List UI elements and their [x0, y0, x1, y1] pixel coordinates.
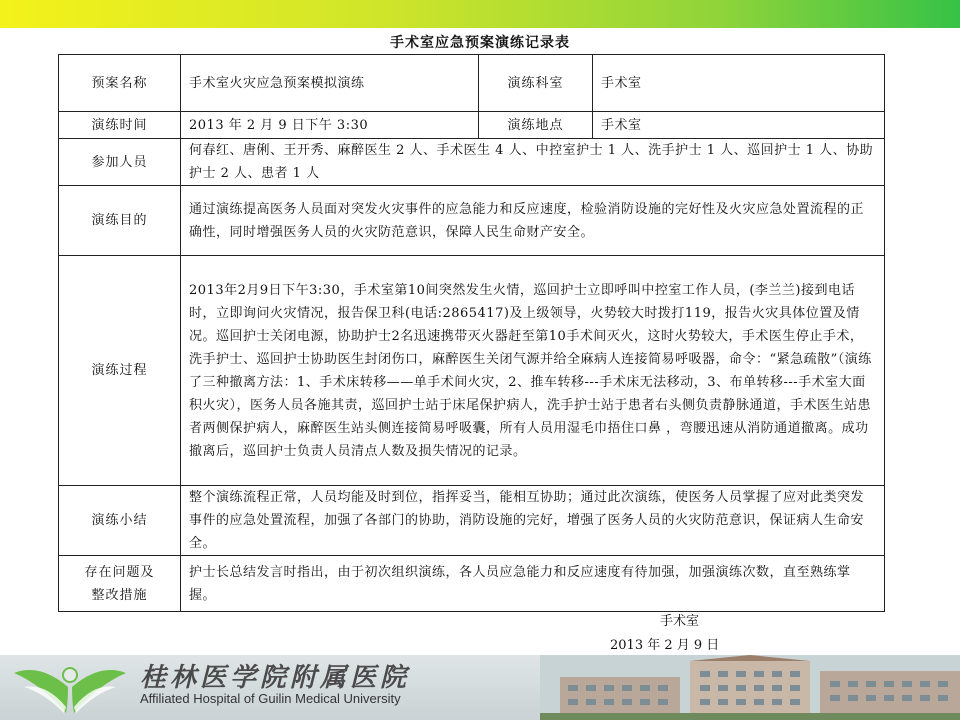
participants-label: 参加人员 [59, 139, 181, 186]
dept-label: 演练科室 [479, 55, 593, 112]
table-row [59, 486, 885, 556]
signature-dept: 手术室 [660, 614, 700, 629]
place-label: 演练地点 [479, 112, 593, 139]
issues-value: 护士长总结发言时指出，由于初次组织演练，各人员应急能力和反应速度有待加强，加强演练次数，直至熟练掌握。 [181, 556, 885, 612]
table-row [59, 256, 885, 486]
document-title: 手术室应急预案演练记录表 [390, 35, 570, 51]
purpose-value: 通过演练提高医务人员面对突发火灾事件的应急能力和反应速度，检验消防设施的完好性及火灾应急处置流程的正确性，同时增强医务人员的火灾防范意识，保障人民生命财产安全。 [181, 186, 885, 256]
hospital-name-cn: 桂林医学院附属医院 [140, 663, 411, 693]
hospital-building-image [540, 655, 960, 720]
plan-name-label: 预案名称 [59, 55, 181, 112]
table-row [59, 112, 885, 139]
time-label: 演练时间 [59, 112, 181, 139]
dept-value: 手术室 [593, 55, 885, 112]
signature-date: 2013 年 2 月 9 日 [610, 638, 720, 653]
table-row [59, 556, 885, 612]
place-value: 手术室 [593, 112, 885, 139]
footer-banner [0, 655, 960, 720]
summary-value: 整个演练流程正常，人员均能及时到位，指挥妥当，能相互协助；通过此次演练，使医务人员掌握了应对此类突发事件的应急处置流程，加强了各部门的协助，消防设施的完好，增强了医务人员的火灾防范意识，保证病人生命安全。 [181, 486, 885, 556]
table-row [59, 55, 885, 112]
issues-label [59, 556, 181, 612]
top-gradient-bar [0, 0, 960, 28]
process-value: 2013年2月9日下午3:30，手术室第10间突然发生火情，巡回护士立即呼叫中控室工作人员，(李兰兰)接到电话时，立即询问火灾情况，报告保卫科(电话:2865417)及上级领导，火势较大时拨打119，报告火灾具体位置及情况。巡回护士关闭电源，协助护士2名迅速携带灭火器赶至第10手术间灭火，这时火势较大，手术医生停止手术，洗手护士、巡回护士协助医生封闭伤口，麻醉医生关闭气源并给全麻病人连接简易呼吸器，命令：“紧急疏散”（演练了三种撤离方法：1、手术床转移——单手术间火灾，2、推车转移---手术床无法移动，3、布单转移---手术室大面积火灾），医务人员各施其责，巡回护士站于床尾保护病人，洗手护士站于患者右头侧负责静脉通道，手术医生站患者两侧保护病人，麻醉医生站头侧连接简易呼吸囊，所有人员用湿毛巾捂住口鼻 ，弯腰迅速从消防通道撤离。成功撤离后，巡回护士负责人员清点人数及损失情况的记录。 [181, 256, 885, 486]
plan-name-value: 手术室火灾应急预案模拟演练 [181, 55, 479, 112]
hospital-name-en: Affiliated Hospital of Guilin Medical University [140, 691, 401, 706]
time-value: 2013 年 2 月 9 日下午 3:30 [181, 112, 479, 139]
purpose-label: 演练目的 [59, 186, 181, 256]
process-label: 演练过程 [59, 256, 181, 486]
table-row [59, 186, 885, 256]
issues-label-line1: 存在问题及 [84, 564, 155, 580]
hospital-logo-icon [10, 659, 130, 717]
participants-value: 何春红、唐俐、王开秀、麻醉医生 2 人、手术医生 4 人、中控室护士 1 人、洗手护士 1 人、巡回护士 1 人、协助护士 2 人、患者 1 人 [181, 139, 885, 186]
drill-record-table [58, 54, 885, 612]
summary-label: 演练小结 [59, 486, 181, 556]
table-row [59, 139, 885, 186]
issues-label-line2: 整改措施 [91, 587, 148, 603]
